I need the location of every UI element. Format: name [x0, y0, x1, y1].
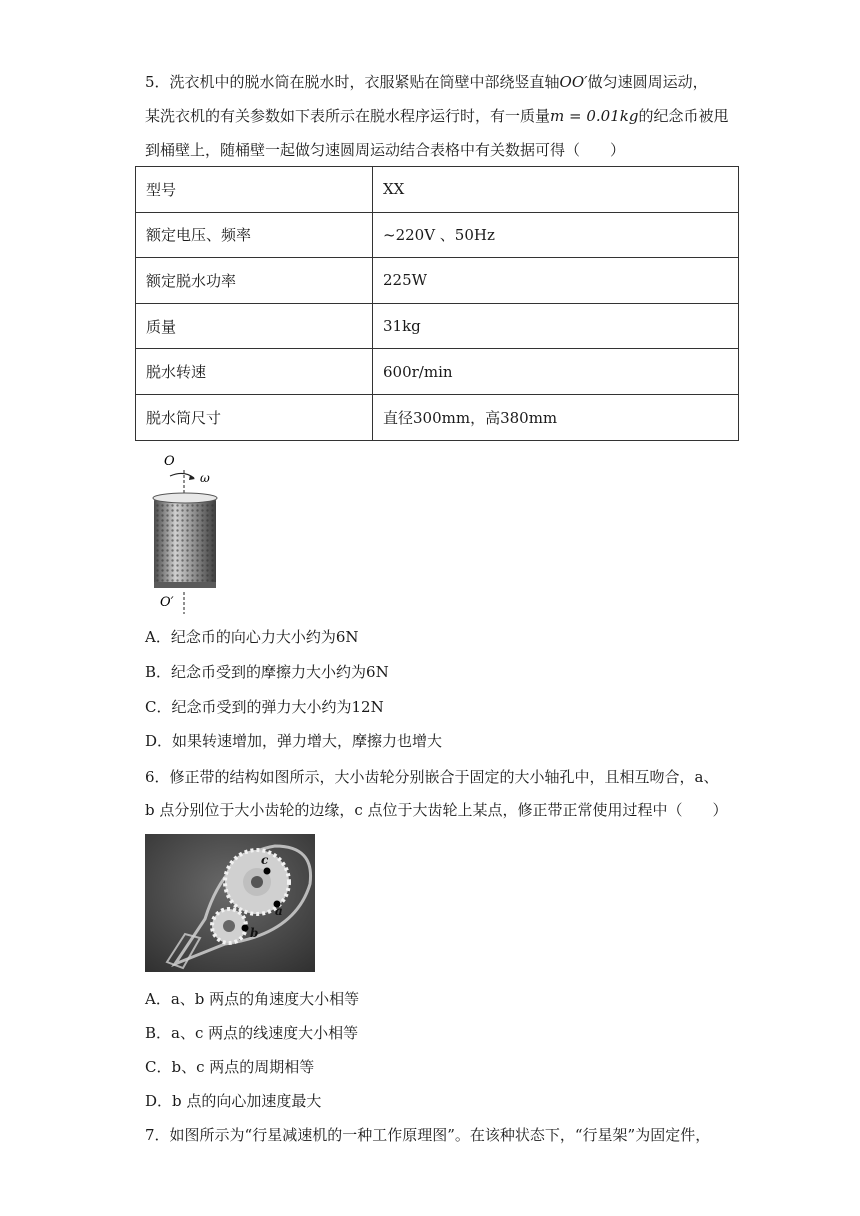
q5-line-2-post: 的纪念币被甩 — [638, 107, 729, 125]
table-key: 质量 — [136, 303, 373, 349]
q7-line-1: 7．如图所示为“行星减速机的一种工作原理图”。在该种状态下，“行星架”为固定件， — [145, 1126, 711, 1144]
spec-table — [135, 166, 739, 441]
table-key: 脱水筒尺寸 — [136, 394, 373, 440]
q5-line-1-pre: 5．洗衣机中的脱水筒在脱水时，衣服紧贴在筒壁中部绕竖直轴 — [145, 73, 560, 91]
table-value: 直径300mm，高380mm — [373, 394, 739, 440]
axis-bottom-label: O′ — [160, 595, 174, 610]
table-key: 脱水转速 — [136, 349, 373, 395]
q6-option-c: C．b、c 两点的周期相等 — [145, 1058, 315, 1076]
table-row — [136, 303, 739, 349]
table-key: 型号 — [136, 167, 373, 213]
q6-option-a: A．a、b 两点的角速度大小相等 — [145, 990, 360, 1008]
q5-line-2-pre: 某洗衣机的有关参数如下表所示在脱水程序运行时，有一质量 — [145, 107, 551, 125]
axis-label: OO′ — [559, 73, 588, 91]
q5-option-c: C．纪念币受到的弹力大小约为12N — [145, 698, 384, 716]
q5-option-b: B．纪念币受到的摩擦力大小约为6N — [145, 663, 389, 681]
q5-line-1 — [145, 72, 708, 92]
table-value: 31kg — [373, 303, 739, 349]
table-row — [136, 167, 739, 213]
axis-top-label: O — [164, 454, 175, 469]
q6-option-d: D．b 点的向心加速度最大 — [145, 1092, 322, 1110]
q6-line-1: 6．修正带的结构如图所示，大小齿轮分别嵌合于固定的大小轴孔中，且相互吻合，a、 — [145, 768, 719, 786]
table-key: 额定脱水功率 — [136, 258, 373, 304]
table-row — [136, 212, 739, 258]
q5-option-a: A．纪念币的向心力大小约为6N — [145, 628, 359, 646]
correction-tape-figure — [145, 834, 315, 972]
q6-line-2: b 点分别位于大小齿轮的边缘，c 点位于大齿轮上某点，修正带正常使用过程中（ ） — [145, 801, 728, 819]
mass-expression: m = 0.01kg — [550, 107, 639, 125]
table-value: ~220V 、50Hz — [373, 212, 739, 258]
table-row — [136, 394, 739, 440]
label-a: a — [275, 904, 283, 918]
small-gear — [212, 909, 246, 943]
table-value: 225W — [373, 258, 739, 304]
q6-option-b: B．a、c 两点的线速度大小相等 — [145, 1024, 359, 1042]
label-b: b — [250, 926, 259, 940]
table-key: 额定电压、频率 — [136, 212, 373, 258]
q5-line-1-post: 做匀速圆周运动， — [587, 73, 708, 91]
table-value: XX — [373, 167, 739, 213]
q5-line-2 — [145, 106, 728, 126]
drum-body — [153, 493, 217, 588]
point-b-marker — [242, 925, 249, 932]
q5-option-d: D．如果转速增加，弹力增大，摩擦力也增大 — [145, 732, 443, 750]
table-row — [136, 258, 739, 304]
point-c-marker — [264, 868, 271, 875]
q5-line-3: 到桶壁上，随桶壁一起做匀速圆周运动结合表格中有关数据可得（ ） — [145, 141, 626, 159]
spin-drum-figure — [140, 448, 230, 616]
omega-label: ω — [200, 471, 210, 485]
table-row — [136, 349, 739, 395]
table-value: 600r/min — [373, 349, 739, 395]
label-c: c — [261, 853, 269, 867]
